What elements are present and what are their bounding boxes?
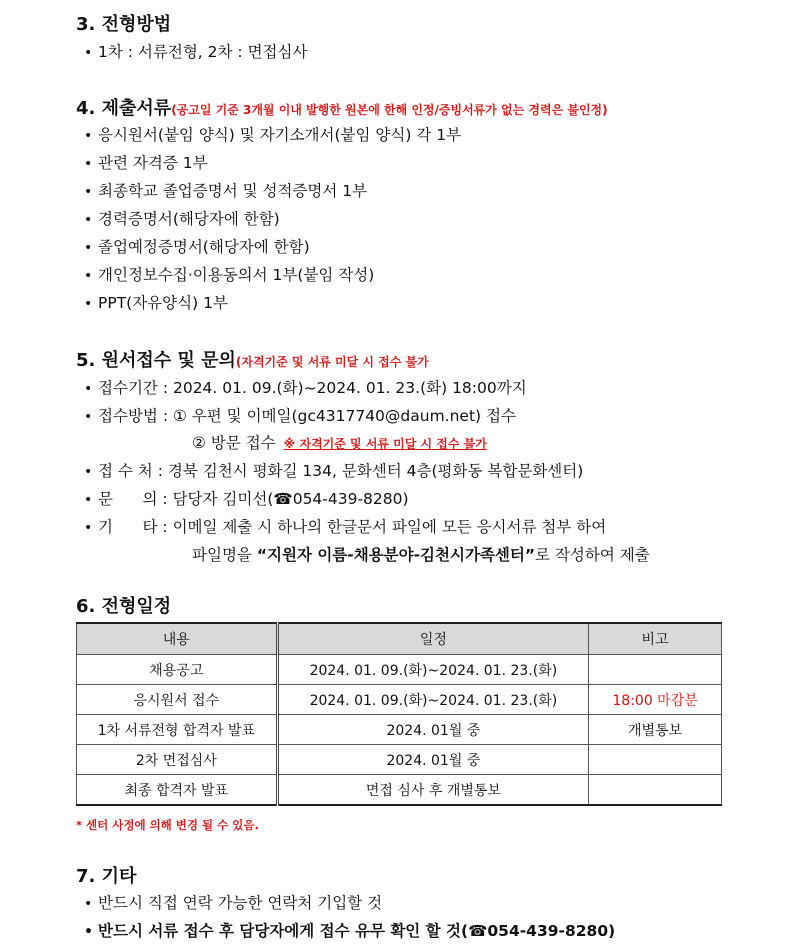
table-header: 내용 [77, 623, 278, 655]
list-item: • PPT(자유양식) 1부 [84, 294, 228, 312]
table-cell: 2024. 01월 중 [277, 715, 589, 745]
section-5-title: 5. 원서접수 및 문의(자격기준 및 서류 미달 시 접수 불가 [76, 350, 429, 371]
table-cell: 1차 서류전형 합격자 발표 [77, 715, 278, 745]
table-cell: 2차 면접심사 [77, 745, 278, 775]
schedule-table [76, 622, 722, 806]
table-cell [589, 775, 722, 806]
table-row [77, 715, 722, 745]
list-item: • 최종학교 졸업증명서 및 성적증명서 1부 [84, 182, 368, 200]
table-cell: 채용공고 [77, 655, 278, 685]
table-row [77, 685, 722, 715]
section-6-title: 6. 전형일정 [76, 596, 172, 617]
table-row [77, 775, 722, 806]
table-cell: 2024. 01월 중 [277, 745, 589, 775]
list-item: • 응시원서(붙임 양식) 및 자기소개서(붙임 양식) 각 1부 [84, 126, 462, 144]
filename-instruction: 파일명을 “지원자 이름-채용분야-김천시가족센터”로 작성하여 제출 [192, 546, 650, 564]
schedule-footnote: * 센터 사정에 의해 변경 될 수 있음. [76, 818, 259, 832]
section-4-note: (공고일 기준 3개월 이내 발행한 원본에 한해 인정/증빙서류가 없는 경력은 불인정) [171, 103, 608, 117]
list-item: • 졸업예정증명서(해당자에 한함) [84, 238, 310, 256]
section-5-note: (자격기준 및 서류 미달 시 접수 불가 [235, 355, 429, 369]
table-cell [589, 655, 722, 685]
etc-info: • 기 타 : 이메일 제출 시 하나의 한글문서 파일에 모든 응시서류 첨부 하여 [84, 518, 607, 536]
table-row [77, 655, 722, 685]
receipt-method: • 접수방법 : ① 우편 및 이메일(gc4317740@daum.net) 접수 [84, 407, 516, 425]
list-item: • 1차 : 서류전형, 2차 : 면접심사 [84, 43, 308, 61]
receipt-period: • 접수기간 : 2024. 01. 09.(화)~2024. 01. 23.(화) 18:00까지 [84, 379, 527, 397]
table-cell: 18:00 마감분 [589, 685, 722, 715]
table-cell: 개별통보 [589, 715, 722, 745]
table-cell: 2024. 01. 09.(화)~2024. 01. 23.(화) [277, 655, 589, 685]
section-4-title: 4. 제출서류(공고일 기준 3개월 이내 발행한 원본에 한해 인정/증빙서류가 없는 경력은 불인정) [76, 98, 608, 119]
table-header-row [77, 623, 722, 655]
receipt-warning: ※ 자격기준 및 서류 미달 시 접수 불가 [283, 437, 487, 451]
list-item: • 반드시 직접 연락 가능한 연락처 기입할 것 [84, 894, 383, 912]
table-cell: 최종 합격자 발표 [77, 775, 278, 806]
table-header: 일정 [277, 623, 589, 655]
list-item: • 경력증명서(해당자에 한함) [84, 210, 280, 228]
section-3-title: 3. 전형방법 [76, 14, 172, 35]
list-item: • 관련 자격증 1부 [84, 154, 208, 172]
table-cell [589, 745, 722, 775]
list-item: • 반드시 서류 접수 후 담당자에게 접수 유무 확인 할 것(☎054-439-8280) [84, 922, 616, 940]
table-header: 비고 [589, 623, 722, 655]
table-cell: 응시원서 접수 [77, 685, 278, 715]
contact-info: • 문 의 : 담당자 김미선(☎054-439-8280) [84, 490, 409, 508]
list-item: • 개인정보수집·이용동의서 1부(붙임 작성) [84, 266, 375, 284]
table-row [77, 745, 722, 775]
table-cell: 2024. 01. 09.(화)~2024. 01. 23.(화) [277, 685, 589, 715]
receipt-method-visit: ② 방문 접수 ※ 자격기준 및 서류 미달 시 접수 불가 [192, 434, 487, 452]
table-cell: 면접 심사 후 개별통보 [277, 775, 589, 806]
receipt-place: • 접 수 처 : 경북 김천시 평화길 134, 문화센터 4층(평화동 복합문화센터) [84, 462, 584, 480]
section-7-title: 7. 기타 [76, 866, 137, 887]
